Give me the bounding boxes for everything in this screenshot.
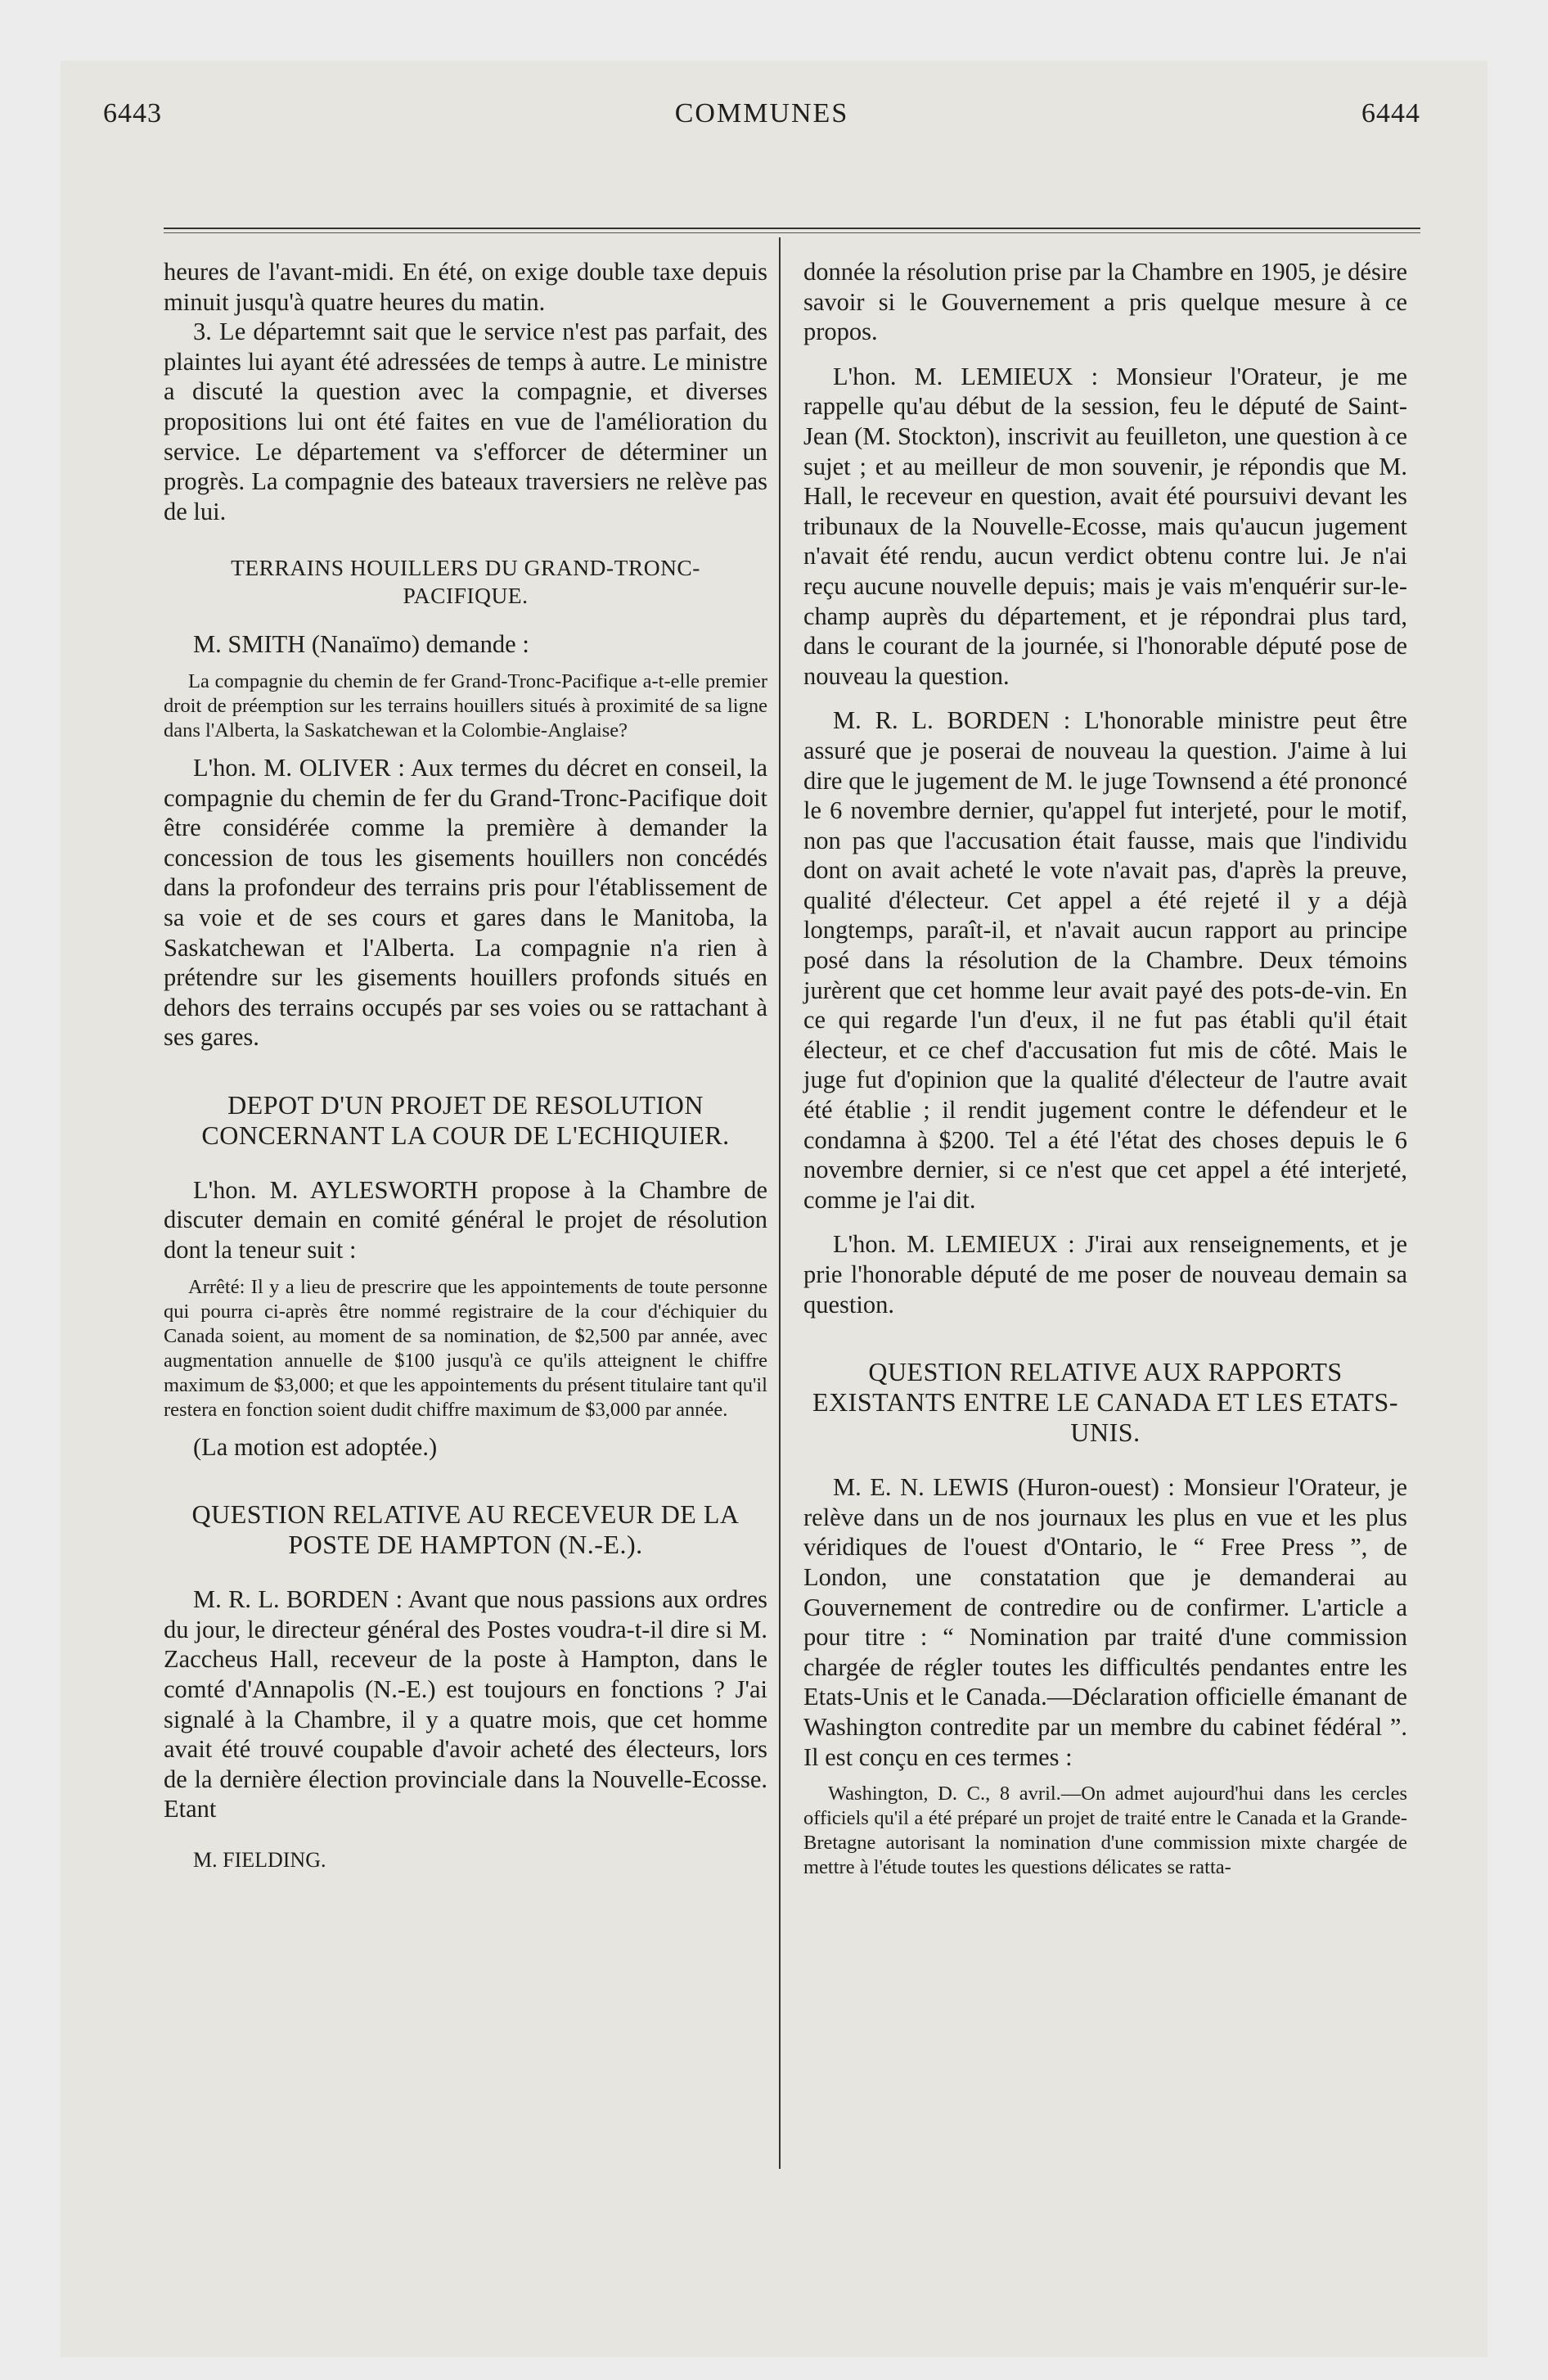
section-heading: QUESTION RELATIVE AUX RAPPORTS EXISTANTS ENTRE LE CANADA ET LES ETATS-UNIS. [812, 1357, 1398, 1448]
paragraph: heures de l'avant-midi. En été, on exige double taxe depuis minuit jusqu'à quatre heures du matin. [164, 258, 767, 316]
paragraph: L'hon. M. OLIVER : Aux termes du décret en conseil, la compagnie du chemin de fer du Grand-Tronc-Pacifique doit être considérée comme la première à demander la concession de tous les gisements houillers non concédés dans la profondeur des terrains pris pour l'établissement de sa voie et de ses cours et gares dans le Manitoba, la Saskatchewan et l'Alberta. La compagnie n'a rien à prétendre sur les gisements houillers profonds situés en dehors des terrains occupés par ses voies ou se rattachant à ses gares. [164, 753, 767, 1052]
page-header [103, 98, 1420, 147]
paragraph: M. SMITH (Nanaïmo) demande : [193, 630, 529, 659]
paragraph: M. R. L. BORDEN : Avant que nous passions aux ordres du jour, le directeur général des Postes voudra-t-il dire si M. Zaccheus Hall, receveur de la poste à Hampton, dans le comté d'Annapolis (N.-E.) est toujours en fonctions ? J'ai signalé à la Chambre, il y a quatre mois, que cet homme avait été trouvé coupable d'avoir acheté des électeurs, lors de la dernière élection provinciale dans la Nouvelle-Ecosse. Etant [164, 1585, 767, 1823]
paragraph: donnée la résolution prise par la Chambre en 1905, je désire savoir si le Gouvernement a pris quelque mesure à ce propos. [803, 258, 1407, 346]
paragraph: M. E. N. LEWIS (Huron-ouest) : Monsieur l'Orateur, je relève dans un de nos journaux les plus en vue et les plus véridiques de l'ouest d'Ontario, le “ Free Press ”, de London, une constatation que je demanderai au Gouvernement de contredire ou de confirmer. L'article a pour titre : “ Nomination par traité d'une commission chargée de régler toutes les difficultés pendantes entre les Etats-Unis et le Canada.—Déclaration officielle émanant de Washington contredite par un membre du cabinet fédéral ”. Il est conçu en ces termes : [803, 1473, 1407, 1771]
section-heading: QUESTION RELATIVE AU RECEVEUR DE LA POSTE DE HAMPTON (N.-E.). [191, 1499, 740, 1560]
speaker-label: M. FIELDING. [193, 1848, 326, 1872]
quoted-resolution: Arrêté: Il y a lieu de prescrire que les appointements de toute personne qui pourra ci-après être nommé registraire de la cour d'échiquier du Canada soient, au moment de sa nomination, de $2,500 par année, avec augmentation annuelle de $100 jusqu'à ce qu'ils atteignent le chiffre maximum de $3,000; et que les appointements du présent titulaire tant qu'il restera en fonction soient dudit chiffre maximum de $3,000 par année. [164, 1275, 767, 1421]
paragraph: 3. Le départemnt sait que le service n'est pas parfait, des plaintes lui ayant été adressées de temps à autre. Le ministre a discuté la question avec la compagnie, et diverses propositions lui ont été faites en vue de l'amélioration du service. Le département va s'efforcer de déterminer un progrès. La compagnie des bateaux traversiers ne relève pas de lui. [164, 318, 767, 525]
quoted-question: La compagnie du chemin de fer Grand-Tronc-Pacifique a-t-elle premier droit de préemption sur les terrains houillers situés à proximité de sa ligne dans l'Alberta, la Saskatchewan et la Colombie-Anglaise? [164, 669, 767, 741]
column-divider [779, 237, 781, 2169]
quoted-article: Washington, D. C., 8 avril.—On admet aujourd'hui dans les cercles officiels qu'il a été préparé un projet de traité entre le Canada et la Grande-Bretagne autorisant la nomination d'une commission mixte chargée de mettre à l'étude toutes les questions délicates se ratta- [803, 1783, 1407, 1879]
left-column [164, 257, 767, 1876]
running-title: COMMUNES [674, 98, 849, 128]
section-heading: TERRAINS HOUILLERS DU GRAND-TRONC-PACIFIQUE. [231, 555, 700, 609]
header-rule [164, 228, 1420, 233]
right-column [803, 257, 1407, 1890]
paragraph: L'hon. M. LEMIEUX : Monsieur l'Orateur, je me rappelle qu'au début de la session, feu le député de Saint-Jean (M. Stockton), inscrivit au feuilleton, une question à ce sujet ; et au meilleur de mon souvenir, je répondis que M. Hall, le receveur en question, avait été poursuivi devant les tribunaux de la Nouvelle-Ecosse, mais qu'aucun jugement n'avait été rendu, aucun verdict obtenu contre lui. Je n'ai reçu aucune nouvelle depuis; mais je vais m'enquérir sur-le-champ auprès du département, et je répondrai plus tard, dans le courant de la journée, si l'honorable député pose de nouveau la question. [803, 362, 1407, 690]
paragraph: L'hon. M. LEMIEUX : J'irai aux renseignements, et je prie l'honorable député de me poser de nouveau demain sa question. [803, 1230, 1407, 1318]
paragraph: M. R. L. BORDEN : L'honorable ministre peut être assuré que je poserai de nouveau la question. J'aime à lui dire que le jugement de M. le juge Townsend a été prononcé le 6 novembre dernier, qu'appel fut interjeté, pour le motif, non pas que l'accusation était fausse, mais que l'individu dont on avait acheté le vote n'avait pas, d'après la preuve, qualité d'électeur. Cet appel a été rejeté il y a déjà longtemps, paraît-il, et n'avait aucun rapport au principe posé dans la résolution de la Chambre. Deux témoins jurèrent que cet homme leur avait payé des pots-de-vin. En ce qui regarde l'un d'eux, il ne fut pas établi qu'il était électeur, et ce chef d'accusation fut mis de côté. Mais le juge fut d'opinion que la qualité d'électeur de l'autre avait été établie ; il rendit jugement contre le défendeur et le condamna à $200. Tel a été l'état des choses depuis le 6 novembre dernier, si ce n'est que cet appel a été interjeté, comme je l'ai dit. [803, 706, 1407, 1214]
section-heading: DEPOT D'UN PROJET DE RESOLUTION CONCERNANT LA COUR DE L'ECHIQUIER. [201, 1089, 730, 1150]
paragraph: (La motion est adoptée.) [193, 1432, 438, 1461]
page-number-right: 6444 [1361, 98, 1420, 128]
page-number-left: 6443 [103, 98, 162, 128]
paragraph: L'hon. M. AYLESWORTH propose à la Chambre de discuter demain en comité général le projet de résolution dont la teneur suit : [164, 1175, 767, 1264]
